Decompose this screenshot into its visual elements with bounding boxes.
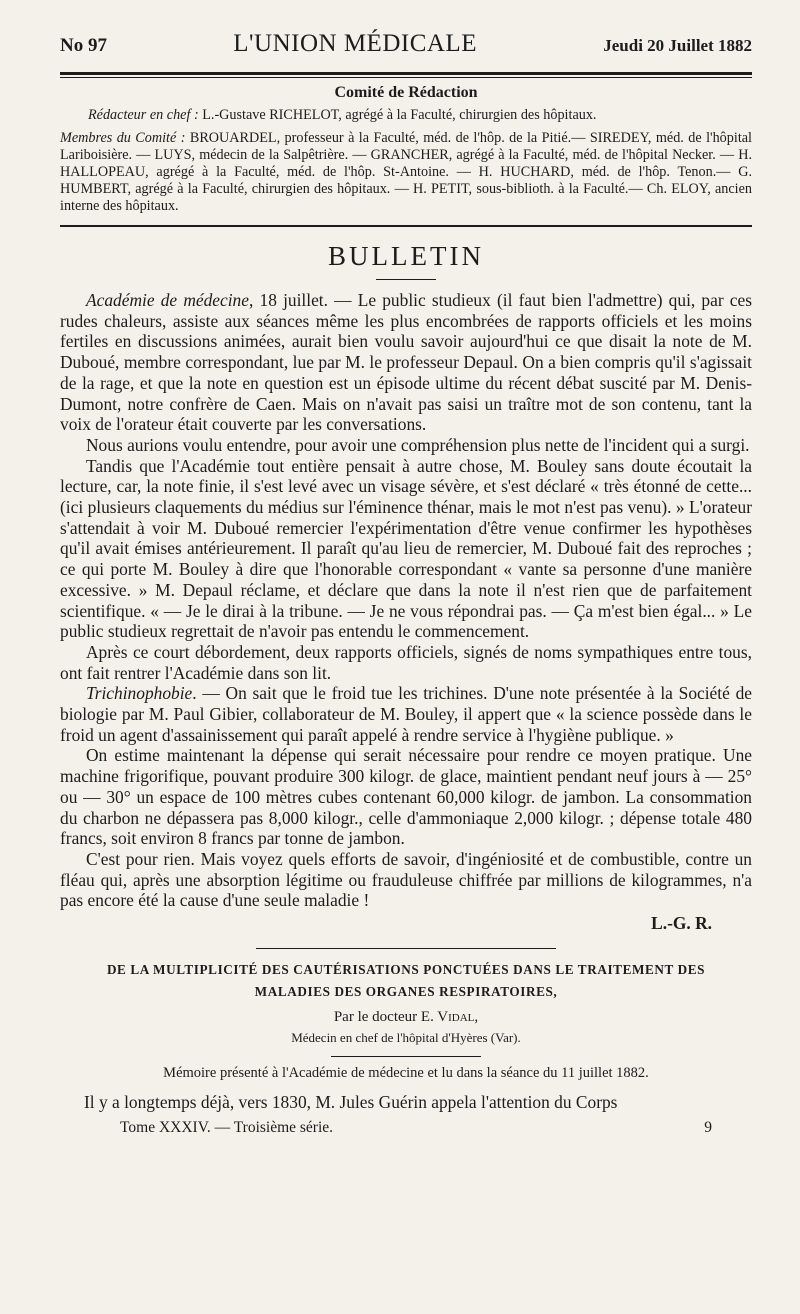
page-footer: [60, 1119, 752, 1137]
header-rule-thin: [60, 77, 752, 78]
editor-text: L.-Gustave RICHELOT, agrégé à la Faculté, chirurgien des hôpitaux.: [198, 107, 597, 123]
article-title: [60, 959, 752, 1003]
paragraph: Tandis que l'Académie tout entière pensait à autre chose, M. Bouley sans doute écoutait la lecture, car, la note finie, il s'est levé avec un visage sévère, et s'est déclaré « très étonné de cette... (ici plusieurs claquements du médius sur l'éminence thénar, mais le mot n'est pas venu). » L'orateur s'attendait à voir M. Duboué remercier l'expérimentation d'être venue confirmer les hypothèses qu'il avait émises antérieurement. Il paraît qu'au lieu de remercier, M. Duboué fait des reproches ; ce qui porte M. Bouley à dire que l'honorable correspondant « vante sa personne d'une manière excessive. » M. Depaul réclame, et déclare que dans la note il n'est rien que de parfaitement scientifique. « — Je le dirai à la tribune. — Je ne vous répondrai pas. — Ça m'est bien égal... » Le public studieux regrettait de n'avoir pas entendu le commencement.: [60, 455, 752, 642]
article-title-line-1: DE LA MULTIPLICITÉ DES CAUTÉRISATIONS PONCTUÉES DANS LE TRAITEMENT DES: [106, 961, 706, 977]
paragraph-lead: Trichinophobie: [86, 683, 193, 704]
journal-page: [60, 30, 752, 1137]
journal-title: L'UNION MÉDICALE: [233, 30, 477, 57]
paragraph: [60, 290, 752, 435]
issue-date: Jeudi 20 Juillet 1882: [603, 36, 752, 55]
committee-members: [60, 130, 752, 215]
editorial-committee: [60, 84, 752, 215]
author-name: E. Vidal,: [420, 1008, 479, 1025]
paragraph-text: . — On sait que le froid tue les trichines. D'une note présentée à la Société de biologie par M. Paul Gibier, collaborateur de M. Bouley, il appert que « la science possède dans le froid un agent d'assainissement qui paraît appelé à rendre service à l'hygiène publique. »: [60, 683, 752, 745]
issue-number: No 97: [60, 35, 107, 56]
members-text: BROUARDEL, professeur à la Faculté, méd. de l'hôp. de la Pitié.— SIREDEY, méd. de l'hôpital Lariboisière. — LUYS, médecin de la Salpêtrière. — GRANCHER, agrégé à la Faculté, méd. de l'hôpital Necker. — H. HALLOPEAU, agrégé à la Faculté, méd. de l'hôp. St-Antoine. — H. HUCHARD, méd. de l'hôp. Tenon.— G. HUMBERT, agrégé à la Faculté, chirurgien des hôpitaux. — H. PETIT, sous-biblioth. à la Faculté.— Ch. ELOY, ancien interne des hôpitaux.: [60, 130, 752, 214]
paragraph-text: , 18 juillet. — Le public studieux (il faut bien l'admettre) qui, par ces rudes chaleurs, assiste aux séances même les plus encombrées de rapports officiels et les moins fertiles en discussions animées, aurait bien voulu savoir aujourd'hui ce que disait la note de M. Duboué, membre correspondant, lue par M. le professeur Depaul. On a bien compris qu'il s'agissait de la rage, et que la note en question est un épisode ultime du récent débat suscité par M. Denis-Dumont, notre confrère de Caen. Mais on n'avait pas saisi un traître mot de son contenu, tant la voix de l'orateur était couverte par les conversations.: [60, 290, 753, 435]
article-rule-short: [331, 1056, 481, 1057]
paragraph: Nous aurions voulu entendre, pour avoir une compréhension plus nette de l'incident qui a surgi.: [86, 434, 750, 455]
author-prefix: Par le docteur: [333, 1008, 421, 1025]
tome-line: Tome XXXIV. — Troisième série.: [120, 1118, 334, 1136]
bulletin-rule: [60, 225, 752, 227]
paragraph-lead: Académie de médecine: [86, 290, 249, 310]
members-label: Membres du Comité :: [60, 130, 186, 146]
paragraph: C'est pour rien. Mais voyez quels efforts de savoir, d'ingéniosité et de combustible, contre un fléau qui, après une absorption légitime ou frauduleuse chiffrée par millions de kilogrammes, n'a pas encore été la cause d'une seule maladie !: [60, 848, 752, 911]
header-rule: [60, 72, 752, 75]
bulletin-body: [60, 290, 752, 934]
page-number: 9: [704, 1118, 712, 1136]
paragraph: Après ce court débordement, deux rapports officiels, signés de noms sympathiques entre tous, ont fait rentrer l'Académie dans son lit.: [60, 641, 752, 683]
article-author: [60, 1009, 752, 1026]
paragraph: [60, 683, 752, 745]
article-title-line-2: MALADIES DES ORGANES RESPIRATOIRES,: [254, 983, 558, 999]
committee-title: Comité de Rédaction: [334, 84, 478, 101]
article-first-line: Il y a longtemps déjà, vers 1830, M. Jules Guérin appela l'attention du Corps: [84, 1091, 618, 1112]
signature: L.-G. R.: [651, 913, 712, 934]
author-affiliation: Médecin en chef de l'hôpital d'Hyères (Var).: [291, 1029, 521, 1045]
editor-label: Rédacteur en chef :: [88, 107, 199, 123]
bulletin-short-rule: [376, 279, 436, 280]
bulletin-title: BULLETIN: [328, 241, 484, 271]
paragraph: On estime maintenant la dépense qui serait nécessaire pour rendre ce moyen pratique. Une machine frigorifique, pouvant produire 300 kilogr. de glace, maintient pendant neuf jours à — 25° ou — 30° un espace de 100 mètres cubes contenant 60,000 kilogr. de jambon. La consommation du charbon ne dépassera pas 8,000 kilogr., celle d'ammoniaque 2,000 kilogr. ; dépense totale 480 francs, soit environ 8 francs par tonne de jambon.: [60, 745, 752, 849]
running-head: [60, 30, 752, 66]
article-note: Mémoire présenté à l'Académie de médecine et lu dans la séance du 11 juillet 1882.: [163, 1064, 649, 1081]
article-rule: [256, 948, 556, 949]
editor-in-chief: [60, 107, 752, 124]
